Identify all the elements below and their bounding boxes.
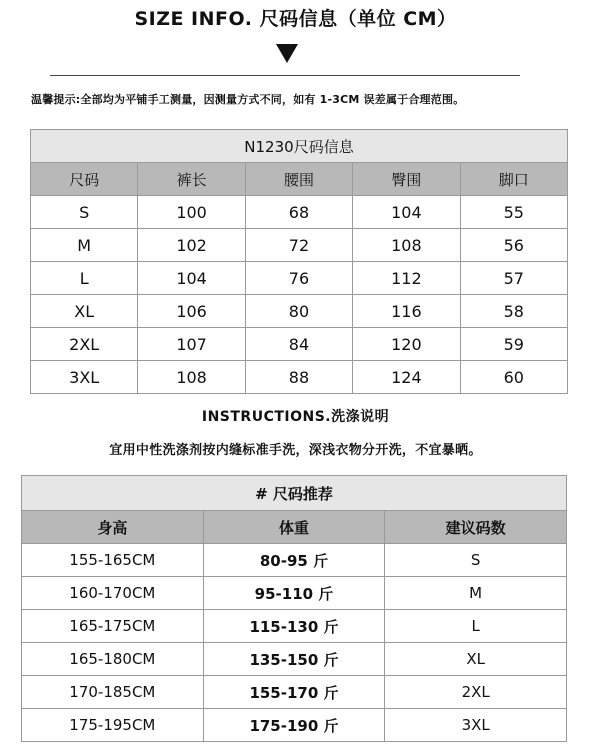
table-cell: 120 — [353, 328, 460, 361]
table-row — [22, 577, 567, 610]
table-row — [31, 295, 568, 328]
column-header: 脚口 — [460, 163, 567, 196]
instructions-text: 宜用中性洗涤剂按内缝标准手洗，深浅衣物分开洗，不宜暴晒。 — [109, 443, 482, 458]
divider — [50, 75, 520, 76]
column-header: 臀围 — [353, 163, 460, 196]
page-heading: SIZE INFO. 尺码信息（单位 CM） — [134, 8, 457, 30]
table-cell: 80 — [245, 295, 352, 328]
table-cell: 135-150 斤 — [203, 643, 385, 676]
table-cell: 104 — [353, 196, 460, 229]
table-cell: M — [31, 229, 138, 262]
table-cell: XL — [31, 295, 138, 328]
table-cell: 100 — [138, 196, 245, 229]
table-cell: 155-165CM — [22, 544, 204, 577]
table-cell: 112 — [353, 262, 460, 295]
table-cell: 3XL — [385, 709, 567, 742]
size-recommendation-table — [21, 475, 567, 742]
table-cell: 107 — [138, 328, 245, 361]
table-cell: 60 — [460, 361, 567, 394]
column-header: 尺码 — [31, 163, 138, 196]
table-cell: 68 — [245, 196, 352, 229]
table-cell: 116 — [353, 295, 460, 328]
table-cell: 108 — [353, 229, 460, 262]
down-arrow-icon — [276, 44, 298, 63]
table-cell: L — [31, 262, 138, 295]
table-row — [31, 229, 568, 262]
table-cell: S — [385, 544, 567, 577]
column-header: 腰围 — [245, 163, 352, 196]
table-cell: 175-190 斤 — [203, 709, 385, 742]
column-header: 体重 — [203, 511, 385, 544]
table-cell: 155-170 斤 — [203, 676, 385, 709]
table-cell: 95-110 斤 — [203, 577, 385, 610]
table-cell: 104 — [138, 262, 245, 295]
table-cell: 55 — [460, 196, 567, 229]
table-cell: 76 — [245, 262, 352, 295]
size-table-title: N1230尺码信息 — [31, 130, 568, 163]
table-cell: 2XL — [31, 328, 138, 361]
table-cell: 57 — [460, 262, 567, 295]
table-cell: 108 — [138, 361, 245, 394]
table-row — [22, 676, 567, 709]
table-row — [31, 196, 568, 229]
table-row — [22, 643, 567, 676]
table-cell: 58 — [460, 295, 567, 328]
table-cell: 170-185CM — [22, 676, 204, 709]
table-row — [31, 361, 568, 394]
table-cell: 3XL — [31, 361, 138, 394]
table-cell: 88 — [245, 361, 352, 394]
table-cell: 84 — [245, 328, 352, 361]
table-row — [22, 610, 567, 643]
size-table-title-row — [31, 130, 568, 163]
table-cell: 175-195CM — [22, 709, 204, 742]
table-cell: 165-180CM — [22, 643, 204, 676]
rec-table-title-row — [22, 476, 567, 511]
table-row — [31, 262, 568, 295]
table-cell: M — [385, 577, 567, 610]
table-cell: 2XL — [385, 676, 567, 709]
table-cell: 106 — [138, 295, 245, 328]
table-row — [22, 709, 567, 742]
table-cell: 165-175CM — [22, 610, 204, 643]
column-header: 身高 — [22, 511, 204, 544]
table-row — [22, 544, 567, 577]
table-cell: 56 — [460, 229, 567, 262]
column-header: 裤长 — [138, 163, 245, 196]
table-cell: XL — [385, 643, 567, 676]
table-cell: 80-95 斤 — [203, 544, 385, 577]
table-cell: 72 — [245, 229, 352, 262]
table-cell: 59 — [460, 328, 567, 361]
table-cell: L — [385, 610, 567, 643]
size-table-header-row — [31, 163, 568, 196]
table-row — [31, 328, 568, 361]
column-header: 建议码数 — [385, 511, 567, 544]
table-cell: S — [31, 196, 138, 229]
rec-table-title: # 尺码推荐 — [22, 476, 567, 511]
rec-table-header-row — [22, 511, 567, 544]
table-cell: 102 — [138, 229, 245, 262]
size-table — [30, 129, 568, 394]
measurement-notice: 温馨提示:全部均为平铺手工测量，因测量方式不同，如有 1-3CM 误差属于合理范围。 — [31, 93, 465, 106]
table-cell: 160-170CM — [22, 577, 204, 610]
instructions-title: INSTRUCTIONS.洗涤说明 — [201, 409, 390, 425]
table-cell: 124 — [353, 361, 460, 394]
table-cell: 115-130 斤 — [203, 610, 385, 643]
